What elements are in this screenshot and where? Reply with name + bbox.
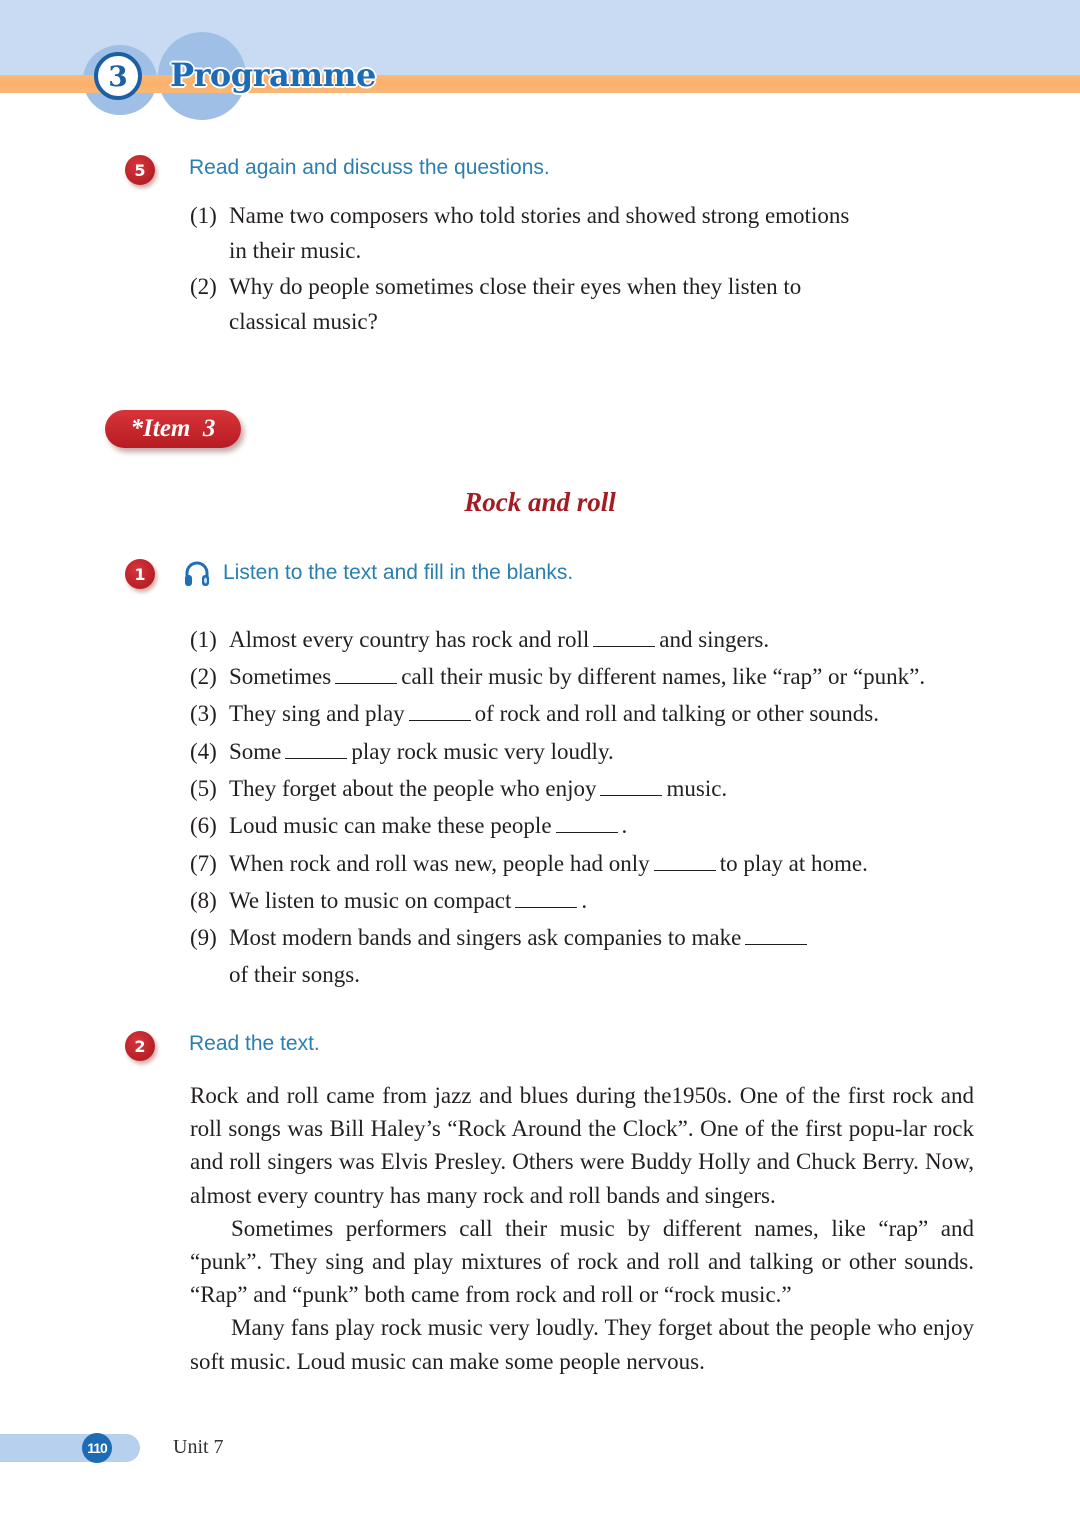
item-number: (9) (190, 925, 217, 950)
answer-blank[interactable] (556, 814, 618, 833)
exercise-5-instruction: Read again and discuss the questions. (189, 156, 550, 179)
reading-text (190, 1079, 974, 1378)
item-text (229, 888, 587, 914)
item-number: (7) (190, 851, 217, 876)
item-number: (5) (190, 776, 217, 801)
footer-bar (0, 1434, 140, 1462)
item-text-after: . (621, 813, 628, 838)
item-number: (8) (190, 888, 217, 913)
item-text-after: call their music by different names, like “rap” or “punk”. (401, 664, 926, 689)
footer-unit-label: Unit 7 (173, 1436, 224, 1458)
item-text-before: Most modern bands and singers ask companies to make (229, 925, 742, 950)
question-text: Why do people sometimes close their eyes when they listen to (229, 274, 802, 299)
headphones-icon (183, 560, 211, 588)
header-stripe (0, 75, 1080, 93)
answer-blank[interactable] (654, 852, 716, 871)
item-text (229, 813, 627, 839)
item-text-after: of rock and roll and talking or other sounds. (474, 701, 879, 726)
answer-blank[interactable] (593, 628, 655, 647)
item-text-before: Loud music can make these people (229, 813, 552, 838)
item-text (229, 664, 925, 690)
question-number: (2) (190, 274, 217, 299)
question-number: (1) (190, 203, 217, 228)
item-text-before: When rock and roll was new, people had only (229, 851, 650, 876)
item-number: (4) (190, 739, 217, 764)
item-text-after: and singers. (659, 627, 770, 652)
step-badge-2: 2 (125, 1031, 155, 1061)
reading-paragraph: Sometimes performers call their music by different names, like “rap” and “punk”. They sing and play mixtures of rock and roll and talking or other sounds. “Rap” and “punk” both came from rock and roll or “rock music.” (190, 1215, 974, 1308)
item-label-pill: *Item 3 (105, 410, 241, 448)
item-text (229, 851, 868, 877)
answer-blank[interactable] (409, 702, 471, 721)
item-text-after: play rock music very loudly. (351, 739, 614, 764)
step-badge-1: 1 (125, 559, 155, 589)
unit-number-badge: 3 (94, 52, 142, 100)
item-number: (3) (190, 701, 217, 726)
item-text-after: music. (666, 776, 728, 801)
section-title: Rock and roll (464, 487, 616, 517)
item-text-before: Some (229, 739, 282, 764)
item-text (229, 701, 879, 727)
answer-blank[interactable] (600, 777, 662, 796)
exercise-2-instruction: Read the text. (189, 1032, 320, 1055)
step-badge-5: 5 (125, 155, 155, 185)
answer-blank[interactable] (515, 889, 577, 908)
item-text-continued: of their songs. (229, 962, 360, 987)
item-text-before: Almost every country has rock and roll (229, 627, 590, 652)
reading-paragraph: Rock and roll came from jazz and blues during the1950s. One of the first rock and roll songs was Bill Haley’s “Rock Around the Clock”. One of the first popu-lar rock and roll singers was Elvis Presley. Others were Buddy Holly and Chuck Berry. Now, almost every country has many rock and roll bands and singers. (190, 1083, 974, 1208)
question-text-continued: classical music? (229, 309, 378, 334)
item-number: (6) (190, 813, 217, 838)
question-text-continued: in their music. (229, 238, 362, 263)
answer-blank[interactable] (335, 665, 397, 684)
item-text (229, 627, 769, 653)
answer-blank[interactable] (285, 740, 347, 759)
item-text-before: They sing and play (229, 701, 405, 726)
item-text-before: They forget about the people who enjoy (229, 776, 597, 801)
item-text-after: . (581, 888, 588, 913)
item-text-before: We listen to music on compact (229, 888, 512, 913)
item-number: (2) (190, 664, 217, 689)
item-text-before: Sometimes (229, 664, 332, 689)
answer-blank[interactable] (745, 926, 807, 945)
item-text (229, 739, 614, 765)
unit-title: Programme (170, 56, 376, 94)
question-text: Name two composers who told stories and showed strong emotions (229, 203, 850, 228)
item-number: (1) (190, 627, 217, 652)
item-text (229, 925, 811, 951)
exercise-1-instruction: Listen to the text and fill in the blanks. (223, 561, 574, 584)
page-number: 110 (82, 1433, 112, 1463)
item-text (229, 776, 727, 802)
item-text-after: to play at home. (719, 851, 868, 876)
reading-paragraph: Many fans play rock music very loudly. They forget about the people who enjoy soft music. Loud music can make some people nervous. (190, 1315, 974, 1374)
